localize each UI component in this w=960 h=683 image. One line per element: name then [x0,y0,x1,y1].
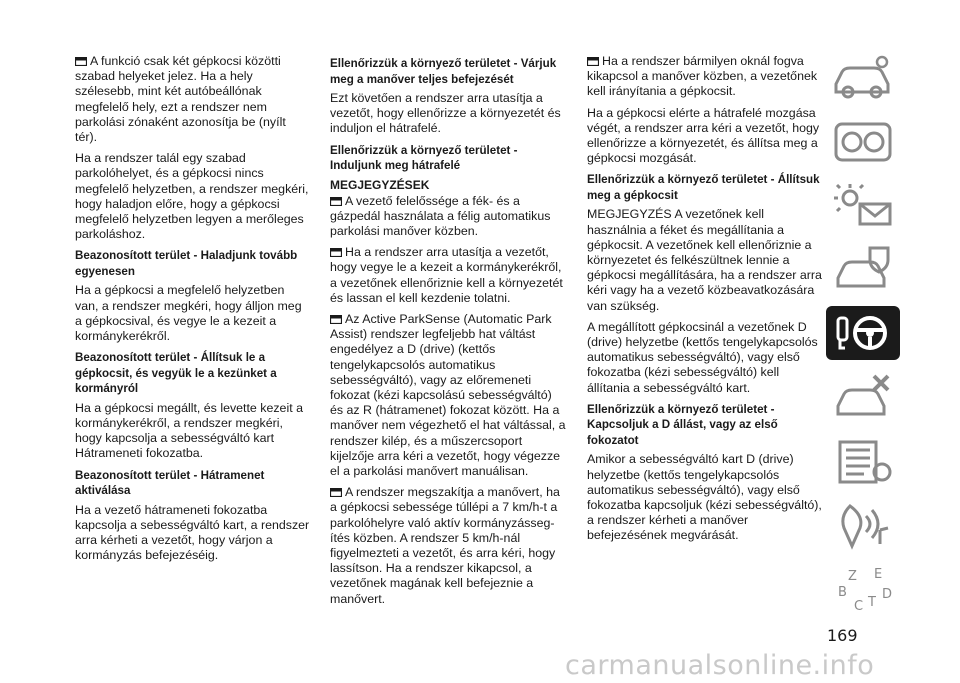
warning-bullet-icon [587,57,599,66]
index-letter: Z [848,569,857,584]
watermark-text: carmanualsonline.info [565,650,875,681]
paragraph-text: A megállított gépkocsinál a vezetőnek D (drive) helyzetbe (kettős tengelykapcsolós automatikus sebességváltó), vagy első fokozatba (kézi sebességváltó) kell állítania a sebességváltó kart. [587,319,818,395]
paragraph-text: Ha a rendszer bármilyen oknál fogva kikapcsol a manőver közben, a vezetőnek kell irányítania a gépkocsit. [587,54,818,99]
body-paragraph [587,452,823,543]
tab-lights-warnings[interactable] [826,178,900,232]
paragraph-text: Ha a gépkocsi megállt, és levette kezeit a kormánykerékről, a rendszer megkéri, hogy kapcsolja a sebességváltó kart Hátrameneti fokozatba. [75,400,303,461]
body-paragraph [330,91,566,137]
body-paragraph [75,401,311,462]
paragraph-text: A rendszer megszakítja a manővert, ha a gépkocsi sebessége túllépi a 7 km/h-t a parkolóhelyre való aktív kormányzássegítés közben. A rendszer 5 km/h-nál figyelmezteti a vezetőt, és arra kéri, hogy lassítson. Ha a rendszer kikapcsol, a vezetőnek magának kell befejeznie a manővert. [330,485,560,606]
paragraph-text: Ezt követően a rendszer arra utasítja a vezetőt, hogy ellenőrizze a környezetét és induljon el hátrafelé. [330,91,561,136]
body-paragraph [330,194,566,240]
section-heading [75,468,311,499]
section-heading-text: Beazonosított terület - Állítsuk le a gépkocsit, és vegyük le a kezünket a kormányról [75,351,277,396]
warning-bullet-icon [75,57,87,66]
section-heading-text: Ellenőrizzük a környező területet - Kapcsoljuk a D állást, vagy az első fokozatot [587,402,778,447]
paragraph-text: Ha a gépkocsi elérte a hátrafelé mozgása végét, a rendszer arra kéri a vezetőt, hogy ellenőrizze a környezetét, és állítsa meg a gépkocsi mozgását. [587,105,820,166]
lights-warning-icon [830,180,896,230]
section-heading-text: Ellenőrizzük a környező területet - Várjuk meg a manőver teljes befejezését [330,57,557,86]
tab-safety[interactable] [826,242,900,296]
text-column-right [587,54,823,550]
paragraph-text: Az Active ParkSense (Automatic Park Assist) rendszer legfeljebb hat váltást engedélyez a D (drive) (kettős tengelykapcsolós automatikus sebességváltó), vagy az előremeneti fokozat (kézi kapcsolású sebességváltó) és az R (hátramenet) fokozat között. Ha a manőver nem végezhető el hat váltással, a rendszer kilép, és a műszercsoport kijelzője arra kéri a vezetőt, hogy végezze el a parkolási manővert manuálisan. [330,312,566,479]
body-paragraph [75,503,311,564]
page-number: 169 [827,626,858,645]
section-heading-text: Beazonosított terület - Haladjunk tovább egyenesen [75,249,298,278]
body-paragraph [75,54,311,145]
tab-car-overview[interactable] [826,50,900,104]
tab-dashboard[interactable] [826,114,900,168]
index-letters-icon [830,564,896,614]
paragraph-text: Amikor a sebességváltó kart D (drive) helyzetbe (kettős tengelykapcsolós automatikus sebességváltó), vagy első fokozatba kapcsoljuk (kézi sebességváltó), a rendszer kérheti a manőver befejezésének megvárását. [587,452,822,543]
note-label: MEGJEGYZÉSEK [330,177,430,192]
warning-bullet-icon [330,248,342,257]
chapter-sidebar [826,50,912,626]
index-letter: T [868,595,876,610]
warning-bullet-icon [330,315,342,324]
body-paragraph [330,245,566,306]
tab-index[interactable] [826,562,900,616]
paragraph-text: Ha a vezető hátrameneti fokozatba kapcsolja a sebességváltó kart, a rendszer arra kérheti a vezetőt, hogy várjon a kormányzás befejezéséig. [75,502,310,563]
index-letter: E [874,567,883,582]
car-safety-icon [830,244,896,294]
text-column-middle [330,54,566,613]
section-heading [330,143,566,174]
tab-multimedia[interactable] [826,498,900,552]
tools-service-icon [830,372,896,422]
warning-bullet-icon [330,488,342,497]
dashboard-display-icon [830,116,896,166]
body-paragraph [75,151,311,242]
tab-driving[interactable] [826,306,900,360]
paragraph-text: Ha a rendszer arra utasítja a vezetőt, hogy vegye le a kezeit a kormánykerékről, a vezetőnek ellenőriznie kell a környezetét és lassan el kell kezdenie tolatni. [330,245,563,305]
section-heading-text: Ellenőrizzük a környező területet - Induljunk meg hátrafelé [330,143,518,173]
body-paragraph [330,485,566,607]
steering-key-icon [830,308,896,358]
technical-data-icon [830,436,896,486]
body-paragraph [587,54,823,100]
section-heading [75,248,311,279]
section-heading-text: Ellenőrizzük a környező területet - Állítsuk meg a gépkocsit [587,173,820,202]
multimedia-icon [830,500,896,550]
section-heading-text: Beazonosított terület - Hátramenet aktiválása [75,468,265,498]
tab-tools[interactable] [826,370,900,424]
tab-technical-data[interactable] [826,434,900,488]
index-letter: C [854,599,864,614]
paragraph-text: A vezető felelőssége a fék- és a gázpedál használata a félig automatikus parkolási manőver közben. [330,193,551,239]
paragraph-text: Ha a rendszer talál egy szabad parkolóhelyet, és a gépkocsi nincs megfelelő helyzetben, a rendszer megkéri, hogy haladjon előre, hogy a gépkocsi megfelelő helyzetben legyen a merőleges parkoláshoz. [75,151,309,242]
text-column-left [75,54,311,569]
index-letter: D [882,587,893,602]
section-heading [330,56,566,87]
section-heading [75,350,311,397]
paragraph-text: Ha a gépkocsi a megfelelő helyzetben van, a rendszer megkéri, hogy álljon meg a gépkocsival, és vegye le a kezeit a kormánykerékről. [75,283,302,344]
body-paragraph [330,312,566,479]
paragraph-text: MEGJEGYZÉS A vezetőnek kell használnia a féket és megállítania a gépkocsit. A vezetőnek kell ellenőriznie a környezetet és felkészültnek lennie a gépkocsi megállítására, ha a rendszer arra kéri vagy ha a vezető közbeavatkozására van szükség. [587,207,822,313]
car-overview-icon [830,52,896,102]
body-paragraph [587,207,823,313]
index-letter: B [838,585,847,600]
paragraph-text: A funkció csak két gépkocsi közötti szabad helyeket jelez. Ha a hely szélesebb, mint két autóbeállónak megfelelő hely, ezt a rendszer nem parkolási zónaként azonosítja be (nyílt tér). [75,54,286,145]
body-paragraph [587,106,823,167]
body-paragraph [75,283,311,344]
section-heading [587,172,823,203]
body-paragraph [587,320,823,396]
section-heading [587,402,823,449]
warning-bullet-icon [330,197,342,206]
